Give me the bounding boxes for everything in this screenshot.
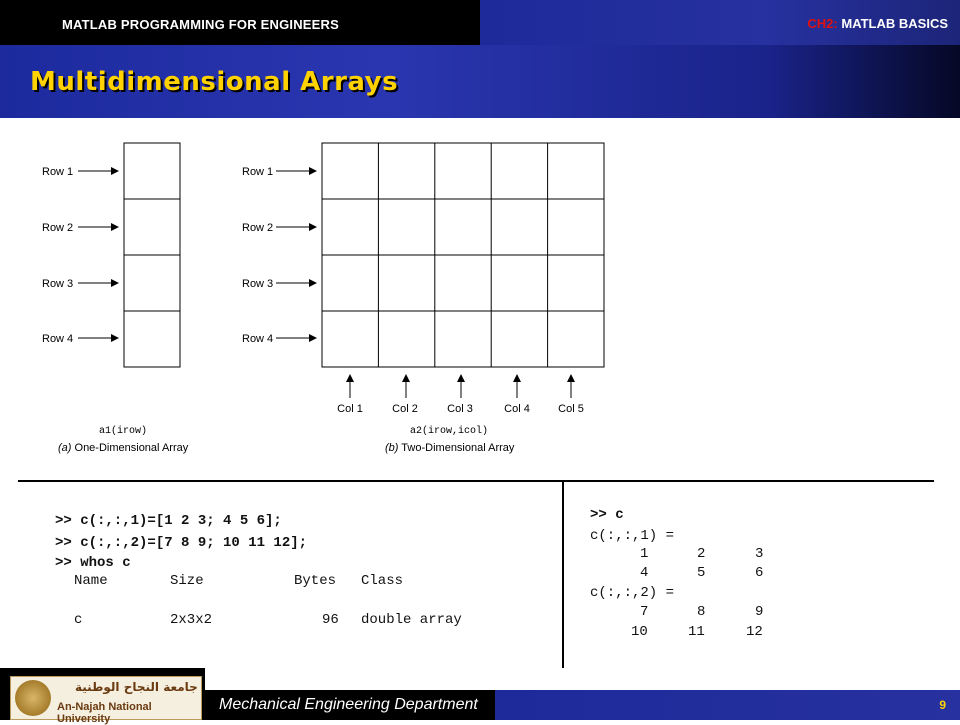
chapter-title: MATLAB BASICS	[841, 16, 948, 31]
one-dimensional-array	[124, 143, 180, 367]
header-course-bar	[0, 0, 480, 45]
array-b-caption-letter: (b)	[385, 442, 399, 454]
department-name: Mechanical Engineering Department	[219, 696, 478, 713]
matrix-cell: 1	[640, 546, 649, 562]
whos-cell: double array	[361, 612, 462, 628]
code-line: c(:,:,1) =	[590, 528, 675, 544]
array-b-col-label: Col 3	[447, 403, 473, 415]
array-a-cell	[124, 199, 180, 255]
course-title: MATLAB PROGRAMMING FOR ENGINEERS	[62, 17, 339, 32]
whos-cell: 96	[322, 612, 339, 628]
array-a-row-label: Row 2	[42, 222, 74, 234]
matrix-cell: 4	[640, 565, 649, 581]
header-chapter-bar	[480, 0, 960, 45]
matrix-cell: 5	[697, 565, 706, 581]
horizontal-divider	[18, 480, 934, 482]
array-a-caption-letter: (a)	[58, 442, 72, 454]
matrix-cell: 3	[755, 546, 764, 562]
array-b-caption-text: Two-Dimensional Array	[398, 442, 515, 454]
university-logo	[10, 676, 202, 725]
page-number: 9	[939, 698, 946, 712]
matrix-cell: 2	[697, 546, 706, 562]
whos-cell: 2x3x2	[170, 612, 213, 628]
array-a-row-label: Row 1	[42, 166, 74, 178]
array-b-code-label: a2(irow,icol)	[410, 426, 489, 437]
array-b-row-label: Row 4	[242, 333, 274, 345]
matrix-cell: 10	[631, 624, 648, 640]
chapter-label	[807, 16, 948, 31]
array-a-caption	[58, 442, 189, 454]
array-a-row-label: Row 4	[42, 333, 74, 345]
matrix-cell: 11	[688, 624, 705, 640]
two-dimensional-array	[322, 143, 604, 367]
slide-title: Multidimensional Arrays	[30, 67, 399, 97]
whos-header: Size	[170, 573, 204, 589]
whos-header: Name	[74, 573, 108, 589]
array-b-col-label: Col 5	[558, 403, 584, 415]
matrix-cell: 9	[755, 604, 764, 620]
code-line: >> c(:,:,1)=[1 2 3; 4 5 6];	[55, 513, 282, 529]
array-b-col-label: Col 1	[337, 403, 363, 415]
whos-cell: c	[74, 612, 83, 628]
array-a-caption-text: One-Dimensional Array	[71, 442, 189, 454]
array-a-cell	[124, 255, 180, 311]
code-line: >> c	[590, 507, 624, 523]
matrix-cell: 7	[640, 604, 649, 620]
matrix-cell: 6	[755, 565, 764, 581]
array-a-row-label: Row 3	[42, 278, 74, 290]
array-a-cell	[124, 143, 180, 199]
array-b-col-label: Col 2	[392, 403, 418, 415]
matrix-cell: 8	[697, 604, 706, 620]
array-a-row-arrows	[78, 171, 118, 338]
array-b-row-arrows	[276, 171, 316, 338]
array-b-col-label: Col 4	[504, 403, 530, 415]
array-a-code-label: a1(irow)	[99, 426, 148, 437]
array-a-cell	[124, 311, 180, 367]
array-b-row-label: Row 1	[242, 166, 274, 178]
array-b-row-label: Row 2	[242, 222, 274, 234]
university-seal-icon	[15, 680, 51, 716]
code-line: >> whos c	[55, 555, 131, 571]
footer-department-bar	[205, 690, 495, 720]
code-line: c(:,:,2) =	[590, 585, 675, 601]
array-b-caption	[385, 442, 515, 454]
code-line: >> c(:,:,2)=[7 8 9; 10 11 12];	[55, 535, 308, 551]
array-b-col-arrows	[350, 375, 571, 398]
whos-header: Bytes	[294, 573, 337, 589]
whos-header: Class	[361, 573, 404, 589]
university-name-english: An-Najah National University	[57, 701, 152, 725]
array-b-row-label: Row 3	[242, 278, 274, 290]
footer-page-bar	[495, 690, 960, 720]
matrix-cell: 12	[746, 624, 763, 640]
university-name-arabic: جامعة النجاح الوطنية	[75, 680, 198, 694]
array-diagram	[0, 118, 960, 478]
slide-title-bar	[0, 45, 960, 118]
vertical-divider	[562, 482, 564, 668]
chapter-prefix: CH2:	[807, 16, 838, 31]
